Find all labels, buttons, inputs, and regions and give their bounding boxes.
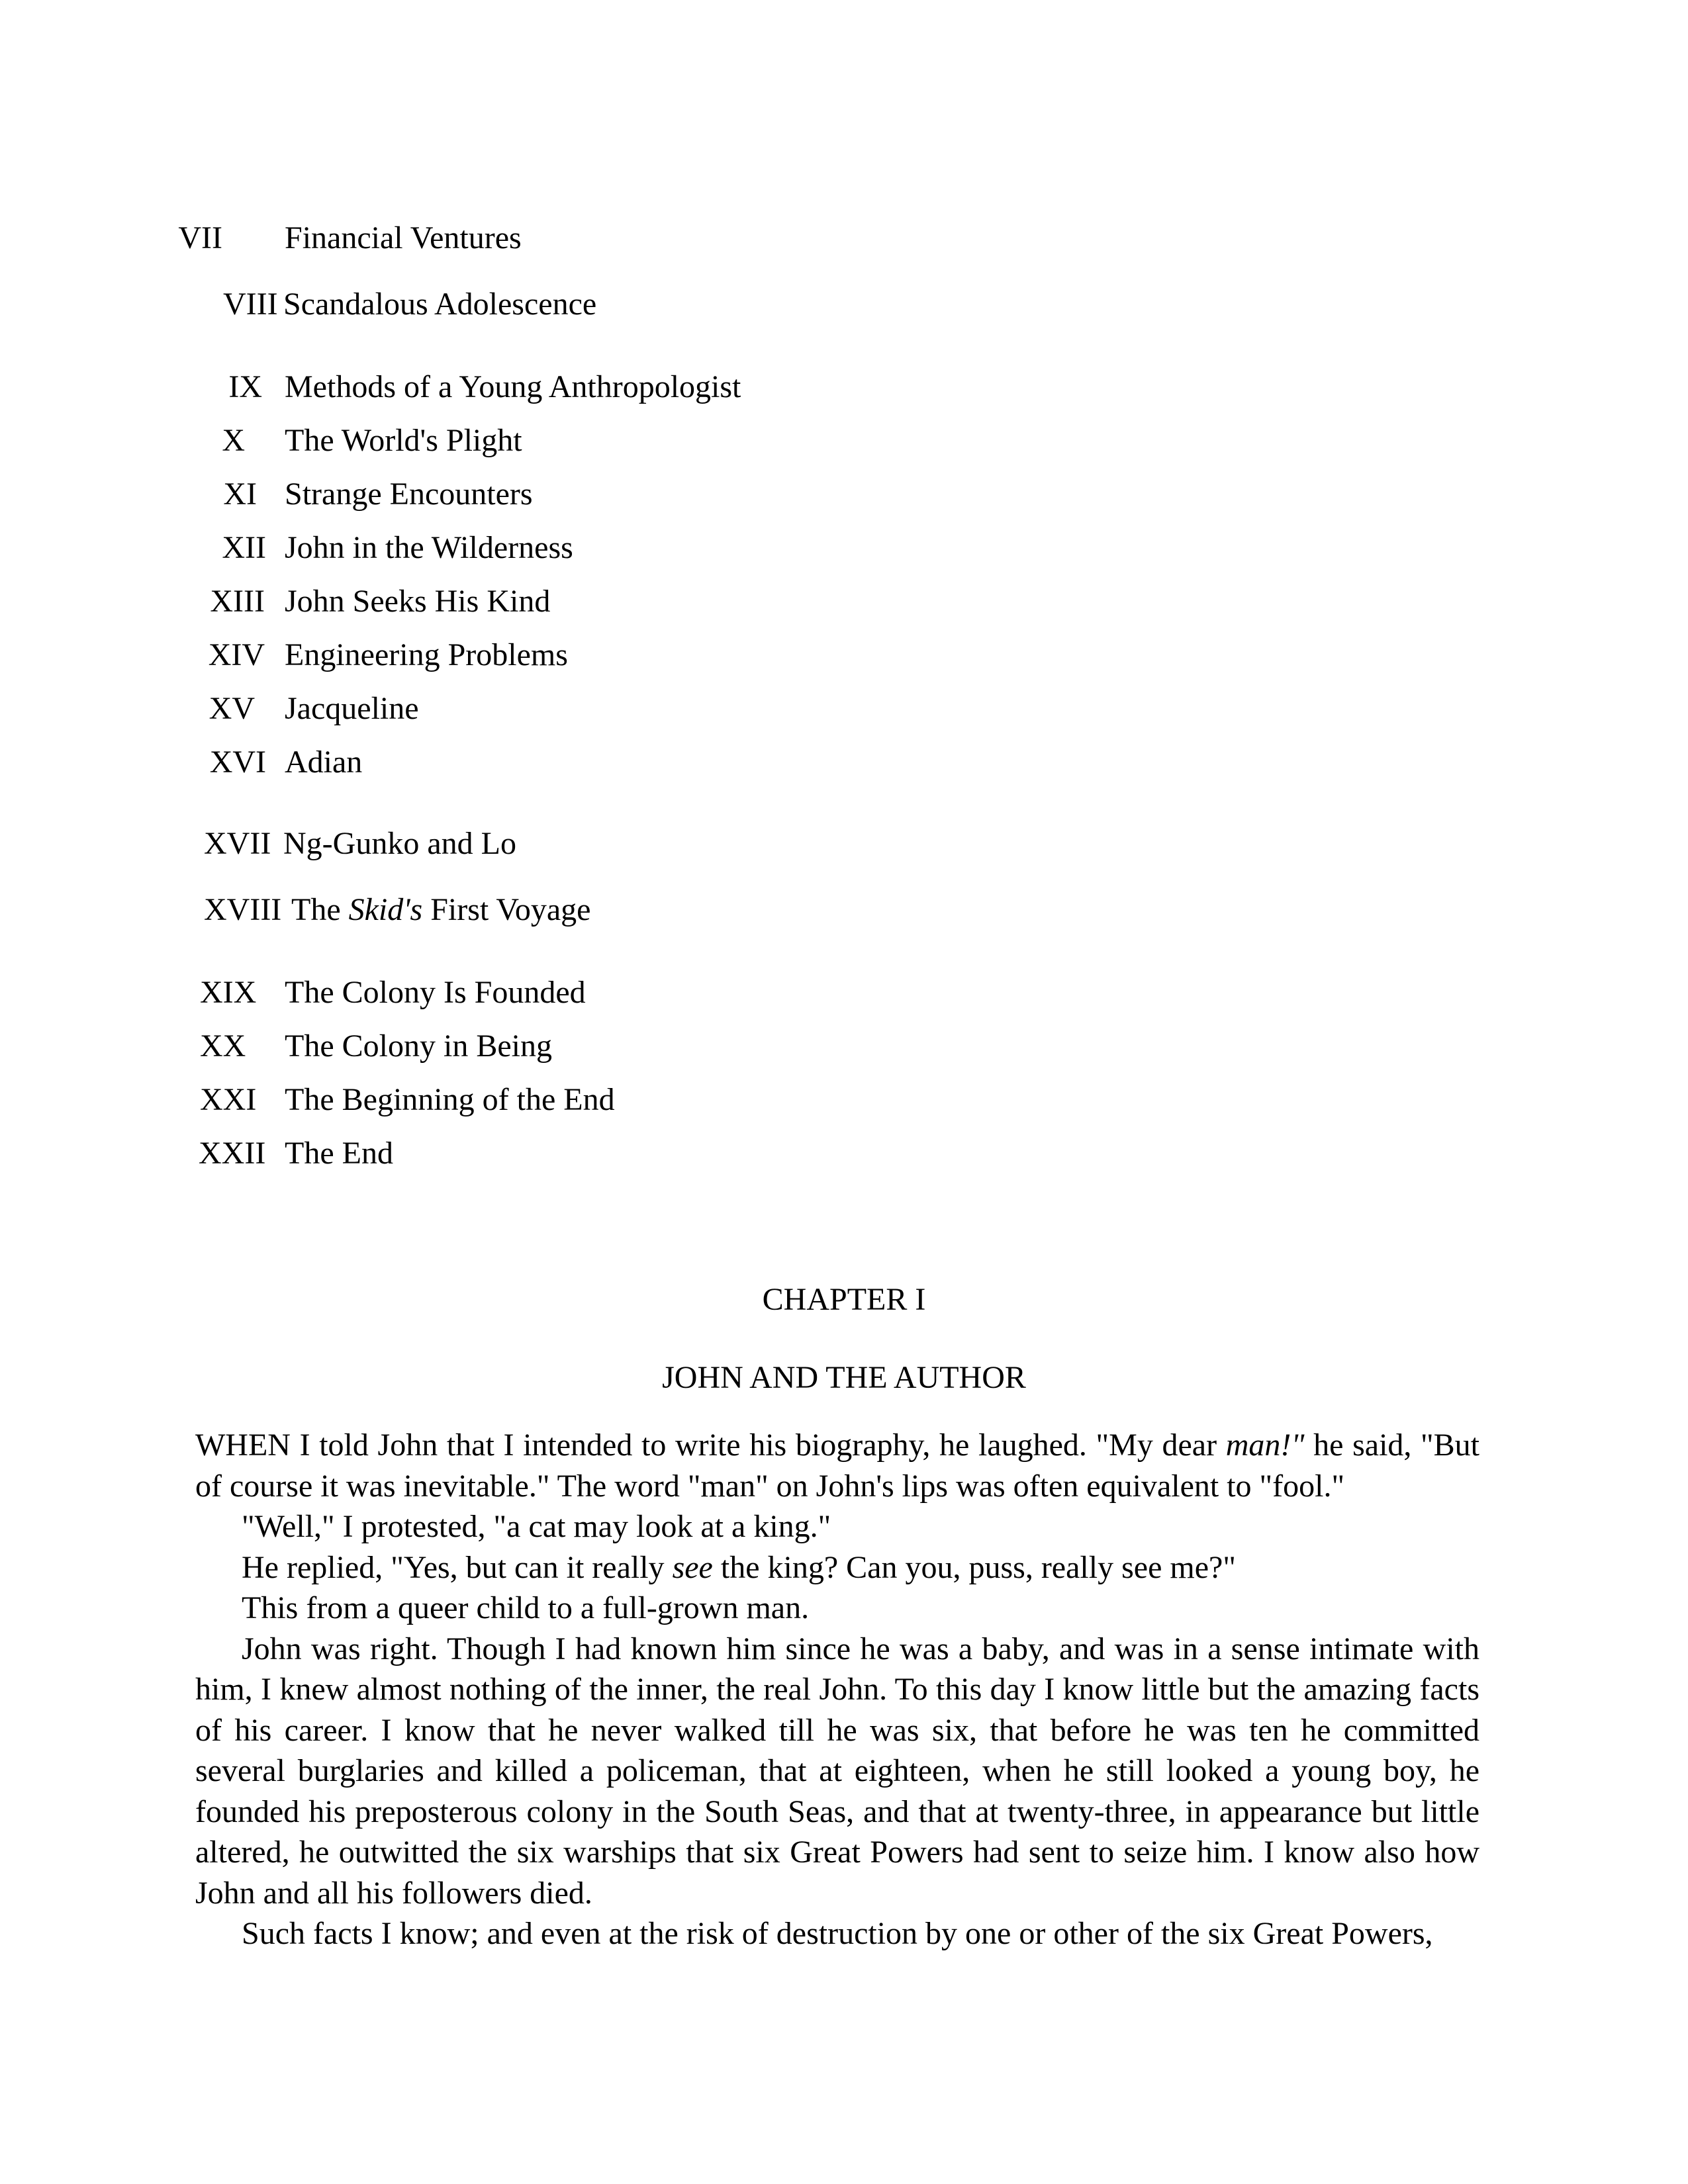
- toc-title: [291, 890, 590, 930]
- toc-title: Ng-Gunko and Lo: [283, 826, 516, 861]
- toc-number: XI: [223, 477, 257, 512]
- paragraph-text: the king? Can you, puss, really see me?": [712, 1549, 1236, 1585]
- paragraph: This from a queer child to a full-grown man.: [242, 1590, 810, 1625]
- paragraph-text: he said, "But of course it was inevitable." The word "man" on John's lips was often equivalent to "fool.": [195, 1428, 1479, 1504]
- toc-title: The Colony in Being: [285, 1028, 552, 1064]
- chapter-body: [195, 1425, 1479, 1954]
- toc-number: XII: [222, 530, 266, 565]
- toc-title-post: First Voyage: [422, 892, 591, 927]
- toc-title: The Beginning of the End: [285, 1082, 615, 1117]
- toc-number: XIII: [210, 584, 265, 619]
- toc-title: Engineering Problems: [285, 637, 568, 672]
- toc-number: XIV: [208, 637, 265, 672]
- toc-title: Scandalous Adolescence: [283, 287, 597, 322]
- toc-title: Adian: [285, 745, 363, 780]
- toc-title: John in the Wilderness: [285, 530, 573, 565]
- paragraph: [195, 1547, 1479, 1588]
- toc-number: IX: [228, 369, 262, 404]
- toc-title: The World's Plight: [285, 423, 522, 458]
- toc-number: XXI: [200, 1082, 257, 1117]
- paragraph: Such facts I know; and even at the risk of destruction by one or other of the six Great Powers,: [242, 1916, 1433, 1951]
- toc-title: The End: [285, 1136, 393, 1171]
- chapter-title: JOHN AND THE AUTHOR: [662, 1360, 1026, 1395]
- paragraph: John was right. Though I had known him since he was a baby, and was in a sense intimate with him, I knew almost nothing of the inner, the real John. To this day I know little but the amazing facts of his career. I know that he never walked till he was six, that before he was ten he committed several burglaries and killed a policeman, that at eighteen, when he still looked a young boy, he founded his preposterous colony in the South Seas, and that at twenty-three, in appearance but little altered, he outwitted the six warships that six Great Powers had sent to seize him. I know also how John and all his followers died.: [195, 1631, 1479, 1911]
- paragraph: [195, 1425, 1479, 1506]
- toc-title: Jacqueline: [285, 691, 419, 726]
- toc-number: XVIII: [204, 892, 282, 927]
- toc-title: Strange Encounters: [285, 477, 533, 512]
- toc-number: XVI: [209, 745, 266, 780]
- paragraph-italic: see: [672, 1549, 713, 1585]
- toc-title: John Seeks His Kind: [285, 584, 551, 619]
- toc-number: XV: [209, 691, 255, 726]
- toc-number: XXII: [199, 1136, 266, 1171]
- toc-title: Financial Ventures: [285, 220, 522, 255]
- toc-number: X: [222, 423, 245, 458]
- toc-title-italic: Skid's: [348, 892, 423, 927]
- toc-title-pre: The: [291, 892, 349, 927]
- paragraph: "Well," I protested, "a cat may look at a king.": [242, 1509, 831, 1544]
- paragraph-text: WHEN I told John that I intended to write his biography, he laughed. "My dear: [195, 1428, 1226, 1463]
- toc-title: Methods of a Young Anthropologist: [285, 369, 741, 404]
- toc-number: VII: [178, 220, 222, 255]
- toc-number: XVII: [204, 826, 271, 861]
- toc-number: VIII: [223, 287, 278, 322]
- toc-number: XIX: [200, 975, 257, 1010]
- chapter-label: CHAPTER I: [762, 1282, 926, 1317]
- toc-number: XX: [200, 1028, 246, 1064]
- toc-title: The Colony Is Founded: [285, 975, 586, 1010]
- paragraph-italic: man!": [1225, 1428, 1305, 1463]
- paragraph-text: He replied, "Yes, but can it really: [242, 1549, 673, 1585]
